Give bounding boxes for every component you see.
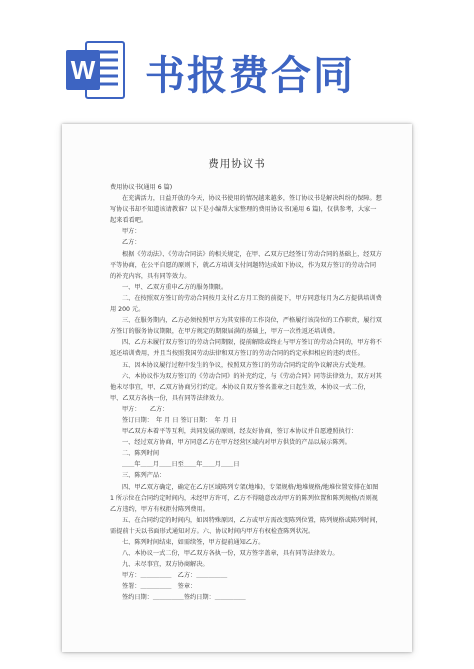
logo-letter: W	[70, 55, 96, 85]
document-paragraph: 签署：＿＿＿＿＿ 签章：	[122, 583, 197, 591]
document-paragraph: 三、在服务期内，乙方必须按照甲方为其安排的工作岗位，严格履行该岗位的工作职责，履行双方签订的服务协议期限，在甲方规定的期限届满的基础上，甲方一次性返还培训费。	[110, 317, 382, 336]
document-paragraph: 六、本协议作为双方签订的《劳动合同》的补充约定，与《劳动合同》同等法律效力，双方对其他未尽事宜，甲、乙双方协商另行约定。本协议自双方签名盖章之日起生效，本协议一式二份，甲、乙双方各执一份，具有同等法律效力。	[110, 372, 382, 402]
document-paragraph: 七、陈列时间结束，如需续签，甲方提前通知乙方。	[122, 539, 265, 546]
header-banner	[0, 0, 474, 118]
document-paragraph: 签订日期： 年 月 日 签订日期： 年 月 日	[122, 416, 238, 424]
document-paragraph: 甲方：＿＿＿＿＿ 乙方：＿＿＿＿＿	[122, 572, 228, 580]
word-document-icon	[66, 38, 126, 102]
document-paragraph: 二、在按照双方签订的劳动合同按月支付乙方月工资的前提下，甲方同意每月为乙方提供培训费用 200 元。	[110, 294, 382, 314]
document-paragraph: 甲方：	[122, 228, 141, 236]
header-title: 书报费合同	[145, 53, 355, 99]
document-paragraph: 九、未尽事宜，双方协商解决。	[122, 561, 209, 569]
document-paragraph: 三、陈列产品：	[122, 472, 166, 480]
document-paragraph: 签约日期：＿＿＿＿＿签约日期：＿＿＿＿＿	[122, 594, 246, 602]
document-paragraph: 八、本协议一式二份，甲乙双方各执一份，双方签字盖章，具有同等法律效力。	[122, 550, 339, 558]
document-paragraph: ＿＿年＿＿月＿＿日至＿＿年＿＿月＿＿日	[122, 461, 240, 469]
document-paragraph: 甲方： 乙方：	[122, 405, 169, 413]
document-paragraph: 费用协议书(通用 6 篇)	[110, 184, 173, 191]
document-paragraph: 五、在合同约定的时间内，如因特殊原因，乙方或甲方需改变陈列位置，陈列规格或陈列时间，需提前十天以书面形式通知对方。六、协议时间内甲方有权检查陈列状况。	[110, 516, 382, 535]
document-paragraph: 根据《劳动法》、《劳动合同法》的相关规定，在甲、乙双方已经签订劳动合同的基础上，经双方平等协商，在公平自愿的原则下，就乙方培训支付问题特达成如下协议，作为双方签订的劳动合同的补充内容，具有同等效力。	[110, 250, 382, 280]
document-paragraph: 五、因本协议履行过程中发生的争议，按照双方签订的劳动合同约定的争议解决方式处理。	[122, 361, 370, 369]
document-paragraph: 在充满活力，日益开放的今天，协议书使用的情况越来越多，签订协议书是解决纠纷的保障。想写协议书却不知道该请教谁？以下是小编帮大家整理的费用协议书(通用 6 篇)，仅供参考，大家一起来看看吧。	[110, 195, 382, 225]
document-page	[62, 124, 412, 652]
document-paragraph: 甲乙双方本着平等互利，共同发展的原则，经友好协商，签订本协议并自愿遵照执行：	[122, 428, 358, 436]
document-paragraph: 四、甲乙双方确定，确定在乙方区域陈列专架(地堆)，专架规格/地堆规格/地堆位置安排在如图 1 所示位在合同约定时间内，未经甲方许可，乙方不得随意改动甲方的陈列位置和陈列规格/否则视乙方违约，甲方有权拒付陈列费用。	[110, 483, 381, 513]
document-paragraph: 一、经过双方协商，甲方同意乙方在甲方经营区域内对甲方供货的产品以展示陈列。	[122, 439, 351, 447]
document-title: 费用协议书	[208, 158, 266, 170]
document-body	[110, 182, 382, 604]
document-paragraph: 乙方：	[122, 239, 141, 247]
document-paragraph: 二、陈列时间	[122, 450, 160, 458]
document-paragraph: 四、乙方未履行双方签订的劳动合同期限，提前解除或终止与甲方签订的劳动合同的，甲方将不返还培训费用，并且当按照我国劳动法律和双方签订的劳动合同的约定承担相应的违约责任。	[110, 339, 382, 358]
document-paragraph: 一、甲、乙双方重申乙方的服务期限。	[122, 283, 228, 291]
